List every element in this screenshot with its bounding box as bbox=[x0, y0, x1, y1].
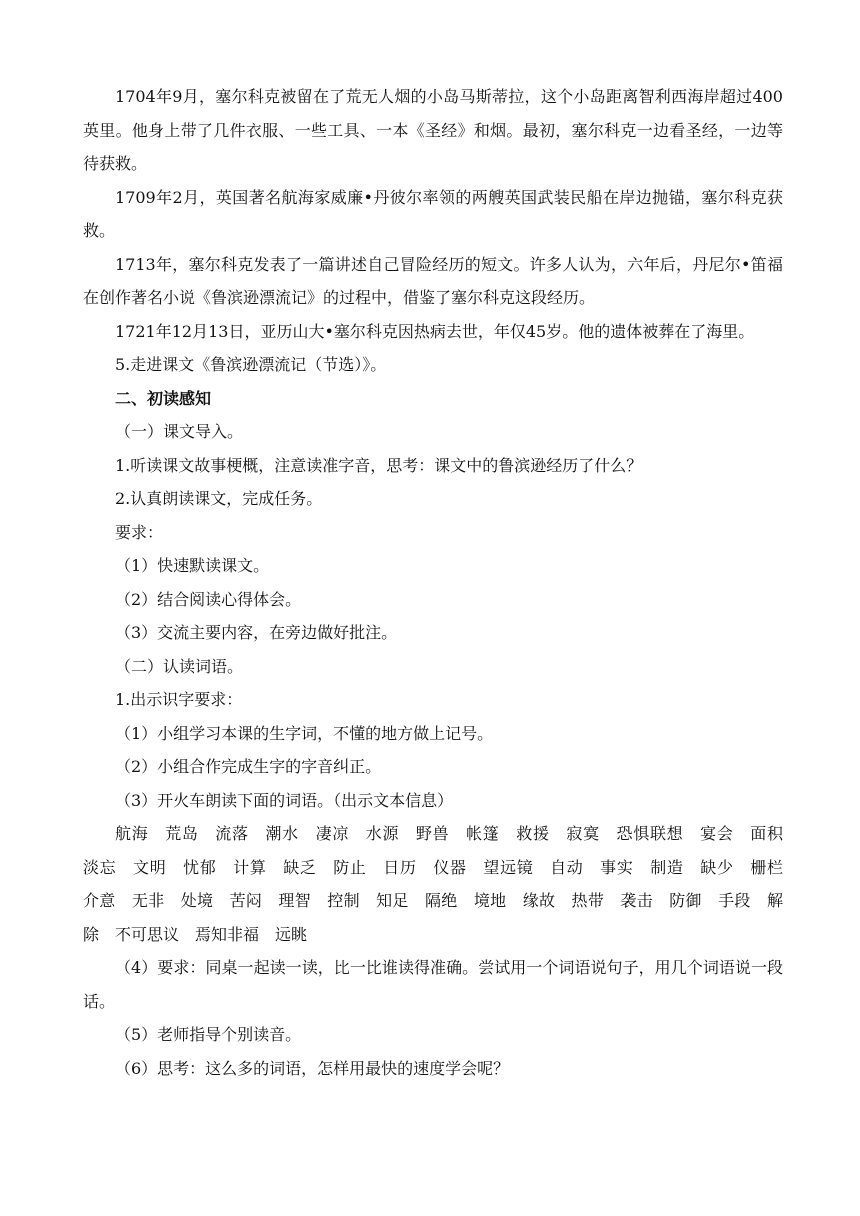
requirements-label: 要求： bbox=[115, 522, 164, 542]
paragraph-item-5: 5.走进课文《鲁滨逊漂流记（节选）》。 bbox=[115, 355, 387, 374]
list-item-2: 2.认真朗读课文，完成任务。 bbox=[115, 489, 323, 508]
list-item-3: 1.出示识字要求： bbox=[115, 690, 243, 709]
paragraph-1704: 1704年9月，塞尔科克被留在了荒无人烟的小岛马斯蒂拉，这个小岛距离智利西海岸超过400英里。他身上带了几件衣服、一些工具、一本《圣经》和烟。最初，塞尔科克一边看圣经，一边等待获救。 bbox=[83, 87, 783, 173]
step-6: （6）思考：这么多的词语，怎样用最快的速度学会呢？ bbox=[115, 1058, 510, 1078]
section-heading: 二、初读感知 bbox=[115, 388, 212, 408]
document-page bbox=[83, 80, 800, 1085]
requirement-1: （1）快速默读课文。 bbox=[115, 556, 270, 575]
requirement-3: （3）交流主要内容，在旁边做好批注。 bbox=[115, 623, 398, 642]
step-4: （4）要求：同桌一起读一读，比一比谁读得准确。尝试用一个词语说句子，用几个词语说一段话。 bbox=[83, 958, 783, 1011]
paragraph-1721: 1721年12月13日，亚历山大•塞尔科克因热病去世，年仅45岁。他的遗体被葬在了海里。 bbox=[115, 321, 755, 341]
subsection-words: （二）认读词语。 bbox=[115, 656, 244, 676]
subsection-intro: （一）课文导入。 bbox=[115, 422, 244, 441]
step-2: （2）小组合作完成生字的字音纠正。 bbox=[115, 757, 382, 776]
requirement-2: （2）结合阅读心得体会。 bbox=[115, 589, 302, 609]
step-5: （5）老师指导个别读音。 bbox=[115, 1025, 302, 1044]
step-3: （3）开火车朗读下面的词语。（出示文本信息） bbox=[115, 790, 454, 810]
paragraph-1709: 1709年2月，英国著名航海家威廉•丹彼尔率领的两艘英国武装民船在岸边抛锚，塞尔科克获救。 bbox=[83, 187, 783, 240]
paragraph-1713: 1713年，塞尔科克发表了一篇讲述自己冒险经历的短文。许多人认为，六年后，丹尼尔•笛福在创作著名小说《鲁滨逊漂流记》的过程中，借鉴了塞尔科克这段经历。 bbox=[83, 254, 783, 307]
vocabulary-list: 航海 荒岛 流落 潮水 凄凉 水源 野兽 帐篷 救援 寂寞 恐惧联想 宴会 面积 淡忘 文明 忧郁 计算 缺乏 防止 日历 仪器 望远镜 自动 事实 制造 缺少 栅栏 介意 无非 处境 苦闷 理智 控制 知足 隔绝 境地 缘故 热带 袭击 防御 手段 解除 不可思议 焉知非福 远眺 bbox=[83, 824, 800, 944]
step-1: （1）小组学习本课的生字词，不懂的地方做上记号。 bbox=[115, 723, 494, 743]
list-item-1: 1.听读课文故事梗概，注意读准字音，思考：课文中的鲁滨逊经历了什么？ bbox=[115, 455, 643, 475]
